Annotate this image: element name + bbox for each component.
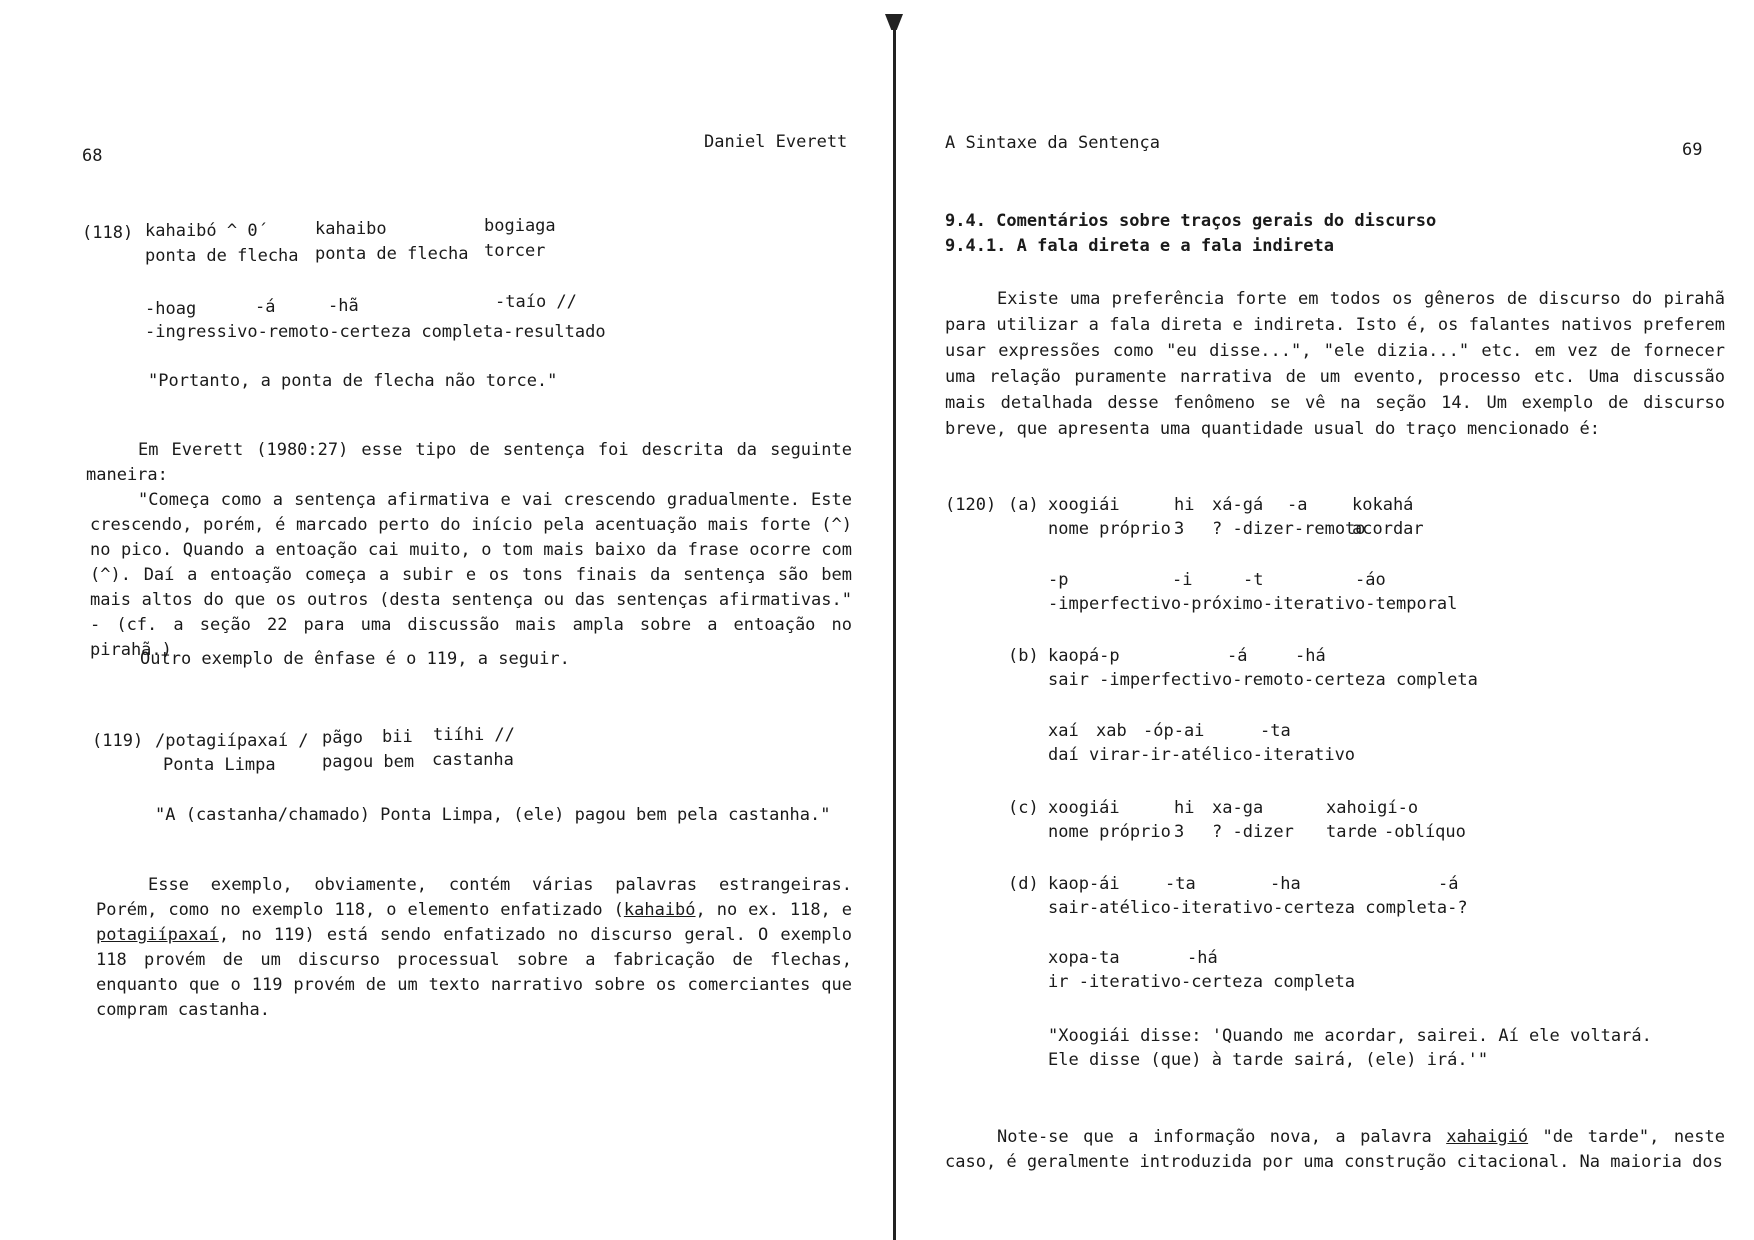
morpheme: -á: [1227, 646, 1248, 666]
gloss: ? -dizer: [1212, 822, 1294, 842]
morpheme: -p: [1048, 570, 1069, 590]
gloss: acordar: [1352, 519, 1424, 539]
underlined-term: potagiípaxaí: [96, 925, 219, 945]
morpheme: -há: [1187, 948, 1218, 968]
gloss: ponta de flecha: [145, 246, 299, 266]
page-number: 69: [1682, 140, 1703, 160]
free-translation: Ele disse (que) à tarde sairá, (ele) irá.'": [1048, 1050, 1489, 1070]
book-spine: [893, 26, 896, 1240]
morpheme: kahaibó ^ 0´: [145, 221, 268, 241]
body-paragraph: [96, 873, 852, 1023]
gloss: torcer: [484, 241, 546, 261]
morpheme: -hã: [328, 296, 359, 316]
gloss: daí virar-ir-atélico-iterativo: [1048, 745, 1356, 765]
morpheme: xá-gá: [1212, 495, 1264, 515]
example-number: (118): [82, 223, 134, 243]
underlined-term: kahaibó: [623, 900, 696, 920]
morpheme: bogiaga: [484, 216, 556, 236]
body-paragraph: [86, 438, 852, 488]
morpheme: -há: [1295, 646, 1326, 666]
morpheme: -t: [1243, 570, 1264, 590]
page-number: 68: [82, 146, 103, 166]
running-head: Daniel Everett: [704, 132, 848, 152]
gloss: castanha: [432, 750, 514, 770]
morpheme: -i: [1172, 570, 1193, 590]
gloss: tarde: [1326, 822, 1378, 842]
morpheme: pãgo: [322, 728, 363, 748]
morpheme: -á: [1438, 874, 1459, 894]
gloss: -ingressivo-remoto-certeza completa-resultado: [145, 322, 606, 342]
morpheme: tiíhi //: [433, 725, 515, 745]
gloss: sair -imperfectivo-remoto-certeza completa: [1048, 670, 1478, 690]
morpheme: -ta: [1260, 721, 1291, 741]
example-number: (120): [945, 495, 997, 515]
block-quote: "Começa como a sentença afirmativa e vai crescendo gradualmente. Este crescendo, porém, é marcado perto do início pela acentuação mais forte (^) no pico. Quando a entoação cai muito, o tom mais baixo da frase ocorre com (^). Daí a entoação começa a subir e os tons finais da sentença são bem mais altos do que os outros (desta sentença ou das sentenças afirmativas." - (cf. a seção 22 para uma discussão mais ampla sobre a entoação no pirahã.): [90, 490, 852, 660]
morpheme: hi: [1174, 495, 1195, 515]
section-heading: 9.4. Comentários sobre traços gerais do discurso: [945, 211, 1437, 231]
morpheme: -hoag: [145, 299, 197, 319]
morpheme: -taío //: [495, 292, 577, 312]
subexample-label: (b): [1008, 646, 1039, 666]
morpheme: kaopá-p: [1048, 646, 1120, 666]
morpheme: -ha: [1270, 874, 1301, 894]
morpheme: -ta: [1165, 874, 1196, 894]
morpheme: xoogiái: [1048, 798, 1120, 818]
morpheme: kaop-ái: [1048, 874, 1120, 894]
gloss: nome próprio: [1048, 519, 1171, 539]
paragraph-text: , no ex. 118, e: [695, 900, 852, 920]
morpheme: xab: [1096, 721, 1127, 741]
morpheme: xaí: [1048, 721, 1079, 741]
morpheme: /potagiípaxaí /: [155, 731, 309, 751]
right-page: [900, 0, 1754, 1240]
morpheme: kokahá: [1352, 495, 1414, 515]
subexample-label: (a): [1008, 495, 1039, 515]
morpheme: -áo: [1355, 570, 1386, 590]
running-head: A Sintaxe da Sentença: [945, 133, 1160, 153]
paragraph-text: Esse exemplo, obviamente, contém várias palavras estrangeiras. Porém, como no exemplo 118, o elemento enfatizado (: [96, 875, 852, 920]
morpheme: xa-ga: [1212, 798, 1264, 818]
example-number: (119): [92, 731, 144, 751]
gloss: 3: [1174, 519, 1185, 539]
gloss: Ponta Limpa: [163, 755, 276, 775]
subexample-label: (d): [1008, 874, 1039, 894]
paragraph-text: Note-se que a informação nova, a palavra: [997, 1127, 1447, 1147]
free-translation: "Portanto, a ponta de flecha não torce.": [148, 371, 558, 391]
gloss: -imperfectivo-próximo-iterativo-temporal: [1048, 594, 1458, 614]
paragraph-text: , no 119) está sendo enfatizado no discurso geral. O exemplo 118 provém de um discurso processual sobre a fabricação de flechas, enquanto que o 119 provém de um texto narrativo sobre os comerciantes que compram castanha.: [96, 925, 852, 1020]
free-translation: "A (castanha/chamado) Ponta Limpa, (ele) pagou bem pela castanha.": [155, 805, 831, 825]
subexample-label: (c): [1008, 798, 1039, 818]
free-translation: "Xoogiái disse: 'Quando me acordar, sairei. Aí ele voltará.: [1048, 1026, 1652, 1046]
morpheme: -óp-ai: [1143, 721, 1205, 741]
morpheme: xopa-ta: [1048, 948, 1120, 968]
morpheme: kahaibo: [315, 219, 387, 239]
gloss: ? -dizer-remoto: [1212, 519, 1366, 539]
gloss: nome próprio: [1048, 822, 1171, 842]
morpheme: -á: [255, 297, 276, 317]
gloss: 3: [1174, 822, 1185, 842]
paragraph-text: Outro exemplo de ênfase é o 119, a seguir.: [140, 649, 570, 669]
morpheme: hi: [1174, 798, 1195, 818]
body-paragraph: Existe uma preferência forte em todos os gêneros de discurso do pirahã para utilizar a fala direta e indireta. Isto é, os falantes nativos preferem usar expressões como "eu disse...", "ele dizia..." etc. em vez de fornecer uma relação puramente narrativa de um evento, processo etc. Uma discussão mais detalhada desse fenômeno se vê na seção 14. Um exemplo de discurso breve, que apresenta uma quantidade usual do traço mencionado é:: [945, 289, 1725, 439]
paragraph-text: "de tarde", neste caso, é geralmente introduzida por uma construção citacional. Na maioria dos: [945, 1127, 1725, 1172]
gloss: pagou bem: [322, 752, 415, 772]
gloss: ponta de flecha: [315, 244, 469, 264]
subsection-heading: 9.4.1. A fala direta e a fala indireta: [945, 236, 1334, 256]
morpheme: xahoigí-o: [1326, 798, 1419, 818]
paragraph-text: Em Everett (1980:27) esse tipo de sentença foi descrita da seguinte maneira:: [86, 440, 852, 485]
morpheme: bii: [382, 727, 413, 747]
gloss: ir -iterativo-certeza completa: [1048, 972, 1356, 992]
body-paragraph: [945, 1125, 1725, 1175]
underlined-term: xahaigió: [1446, 1127, 1529, 1147]
gloss: sair-atélico-iterativo-certeza completa-?: [1048, 898, 1468, 918]
morpheme: -a: [1287, 495, 1308, 515]
morpheme: xoogiái: [1048, 495, 1120, 515]
gloss: -oblíquo: [1384, 822, 1466, 842]
